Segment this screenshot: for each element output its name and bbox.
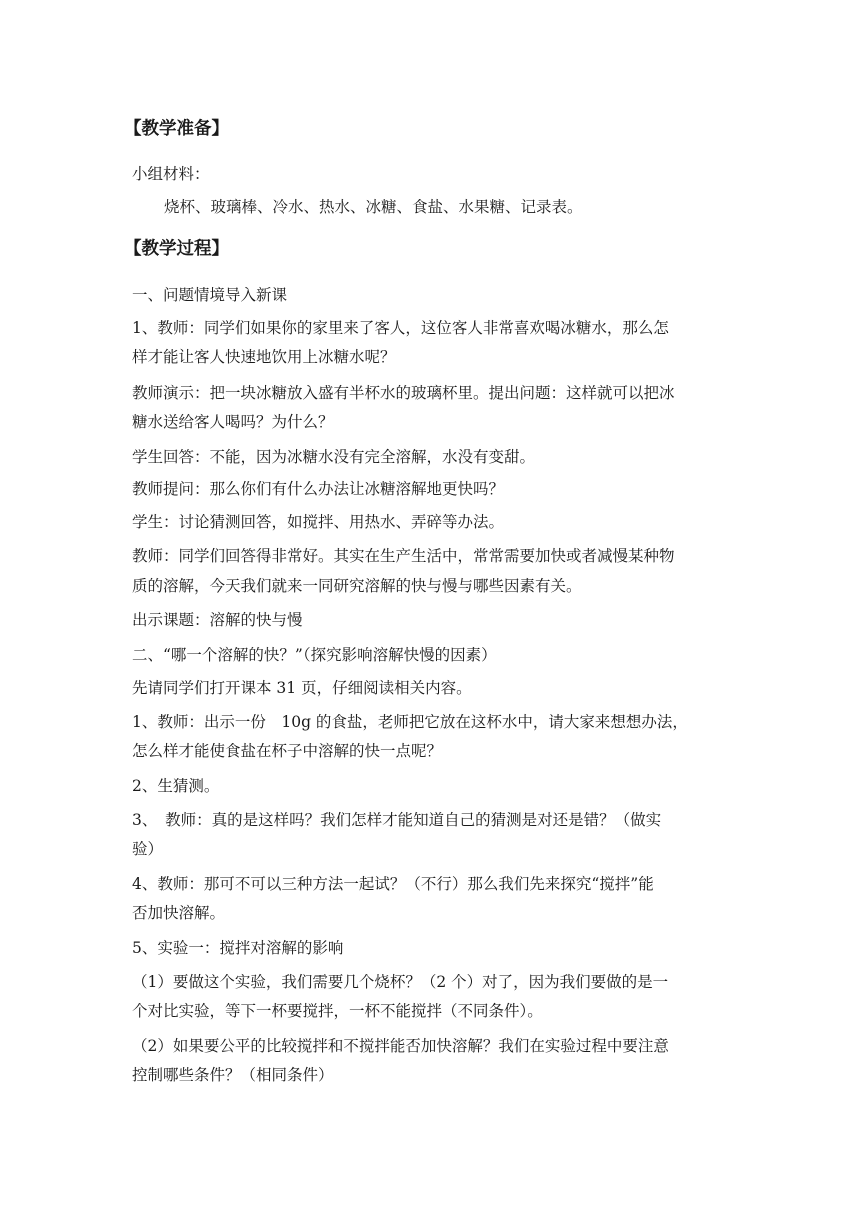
section-heading-process: 【教学过程】 <box>124 239 229 259</box>
paragraph-line: 二、“哪一个溶解的快？”（探究影响溶解快慢的因素） <box>132 646 497 664</box>
paragraph-line: 3、 教师：真的是这样吗？我们怎样才能知道自己的猜测是对还是错？（做实 <box>132 811 662 829</box>
paragraph-line: 1、教师：出示一份 10g 的食盐，老师把它放在这杯水中，请大家来想想办法， <box>132 713 688 731</box>
paragraph-line: 样才能让客人快速地饮用上冰糖水呢？ <box>132 348 396 366</box>
paragraph-line: （2）如果要公平的比较搅拌和不搅拌能否加快溶解？我们在实验过程中要注意 <box>132 1037 669 1055</box>
paragraph-line: 先请同学们打开课本 31 页，仔细阅读相关内容。 <box>132 679 472 697</box>
paragraph-line: 糖水送给客人喝吗？为什么？ <box>132 413 334 431</box>
paragraph-line: 2、生猜测。 <box>132 777 220 795</box>
paragraph-line: 个对比实验，等下一杯要搅拌，一杯不能搅拌（不同条件）。 <box>132 1002 543 1020</box>
lesson-topic-line: 出示课题：溶解的快与慢 <box>132 611 303 629</box>
paragraph-line: 5、实验一：搅拌对溶解的影响 <box>132 939 344 957</box>
paragraph-line: 验） <box>132 840 164 858</box>
paragraph-line: 学生回答：不能，因为冰糖水没有完全溶解，水没有变甜。 <box>132 448 536 466</box>
paragraph-line: 4、教师：那可不可以三种方法一起试？（不行）那么我们先来探究“搅拌”能 <box>132 875 654 893</box>
paragraph-line: 小组材料： <box>132 165 210 183</box>
paragraph-line: 1、教师：同学们如果你的家里来了客人，这位客人非常喜欢喝冰糖水，那么怎 <box>132 319 669 337</box>
paragraph-line: 教师：同学们回答得非常好。其实在生产生活中，常常需要加快或者减慢某种物 <box>132 547 675 565</box>
paragraph-line: 教师演示：把一块冰糖放入盛有半杯水的玻璃杯里。提出问题：这样就可以把冰 <box>132 384 675 402</box>
paragraph-line: 否加快溶解。 <box>132 904 226 922</box>
paragraph-line: 怎么样才能使食盐在杯子中溶解的快一点呢？ <box>132 742 443 760</box>
section-heading-preparation: 【教学准备】 <box>124 119 229 139</box>
paragraph-line: 教师提问：那么你们有什么办法让冰糖溶解地更快吗？ <box>132 480 505 498</box>
paragraph-line: 控制哪些条件？（相同条件） <box>132 1066 334 1084</box>
materials-list: 烧杯、玻璃棒、冷水、热水、冰糖、食盐、水果糖、记录表。 <box>164 198 583 216</box>
paragraph-line: 学生：讨论猜测回答，如搅拌、用热水、弄碎等办法。 <box>132 513 505 531</box>
paragraph-line: 质的溶解，今天我们就来一同研究溶解的快与慢与哪些因素有关。 <box>132 577 582 595</box>
paragraph-line: （1）要做这个实验，我们需要几个烧杯？（2 个）对了，因为我们要做的是一 <box>132 973 669 991</box>
paragraph-line: 一、问题情境导入新课 <box>132 286 288 304</box>
